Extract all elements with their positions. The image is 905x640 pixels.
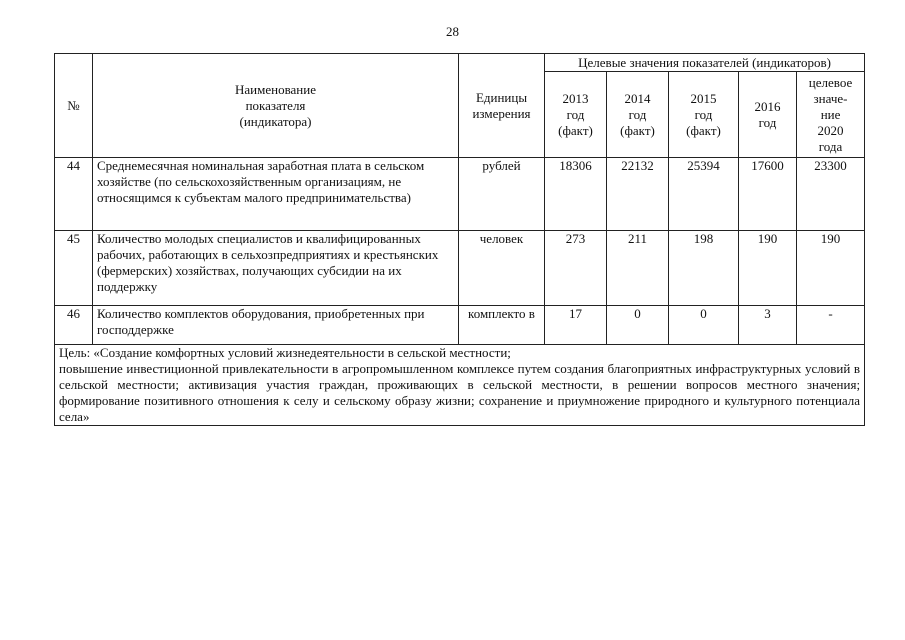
goal-cell xyxy=(55,345,865,426)
row-num: 46 xyxy=(55,306,93,345)
row-num: 45 xyxy=(55,231,93,306)
goal-line: Цель: «Создание комфортных условий жизнедеятельности в сельской местности; xyxy=(59,345,511,360)
header-year-line: год xyxy=(758,114,777,130)
header-num: № xyxy=(55,54,93,158)
row-name: Количество комплектов оборудования, приобретенных при господдержке xyxy=(93,306,459,345)
row-value: - xyxy=(797,306,865,345)
header-row-top xyxy=(55,54,865,72)
header-year-line: ние xyxy=(820,106,841,122)
row-value: 0 xyxy=(607,306,669,345)
row-value: 273 xyxy=(545,231,607,306)
row-unit: рублей xyxy=(459,158,545,231)
row-value: 17 xyxy=(545,306,607,345)
header-name-line: (индикатора) xyxy=(239,113,312,129)
header-year-line: 2016 xyxy=(754,98,781,114)
table-row xyxy=(55,158,865,231)
row-name: Среднемесячная номинальная заработная плата в сельском хозяйстве (по сельскохозяйственным организациям, не относящимся к субъектам малого предпринимательства) xyxy=(93,158,459,231)
indicators-table xyxy=(54,53,865,426)
header-year-line: год xyxy=(566,106,585,122)
row-value: 198 xyxy=(669,231,739,306)
goal-line: повышение инвестиционной привлекательности в агропромышленном комплексе путем создания благоприятных инфраструктурных условий в сельской местности; активизация участия граждан, проживающих в сельской местности, в решении вопросов местного значения; формирование позитивного отношения к селу и сельскому образу жизни; сохранение и приумножение природного и культурного потенциала села» xyxy=(59,361,861,424)
header-unit-line: Единицы xyxy=(475,89,528,105)
header-year-line: (факт) xyxy=(558,122,593,138)
header-year-line: 2014 xyxy=(624,90,651,106)
row-value: 3 xyxy=(739,306,797,345)
header-unit xyxy=(459,54,545,158)
row-value: 25394 xyxy=(669,158,739,231)
row-value: 23300 xyxy=(797,158,865,231)
header-target-group: Целевые значения показателей (индикаторов) xyxy=(545,54,865,72)
row-value: 0 xyxy=(669,306,739,345)
row-unit: человек xyxy=(459,231,545,306)
page-number: 28 xyxy=(446,24,459,39)
header-unit-line: измерения xyxy=(472,105,531,121)
row-value: 190 xyxy=(739,231,797,306)
header-year-line: 2013 xyxy=(562,90,589,106)
header-name-line: Наименование xyxy=(235,81,316,97)
header-year-line: год xyxy=(628,106,647,122)
row-num: 44 xyxy=(55,158,93,231)
header-target-2020 xyxy=(797,72,865,158)
table-row xyxy=(55,306,865,345)
row-value: 211 xyxy=(607,231,669,306)
row-value: 190 xyxy=(797,231,865,306)
header-year-line: (факт) xyxy=(686,122,721,138)
goal-row xyxy=(55,345,865,426)
header-year-line: года xyxy=(818,138,843,154)
header-year-line: (факт) xyxy=(620,122,655,138)
row-name: Количество молодых специалистов и квалифицированных рабочих, работающих в сельхозпредприятиях и крестьянских (фермерских) хозяйствах, получающих субсидии на их поддержку xyxy=(93,231,459,306)
header-year-line: значе- xyxy=(813,90,848,106)
row-value: 22132 xyxy=(607,158,669,231)
header-year-line: целевое xyxy=(808,74,853,90)
header-year-line: 2015 xyxy=(690,90,717,106)
row-value: 17600 xyxy=(739,158,797,231)
header-year-2015 xyxy=(669,72,739,158)
header-year-2014 xyxy=(607,72,669,158)
header-name xyxy=(93,54,459,158)
header-year-2016 xyxy=(739,72,797,158)
header-year-line: 2020 xyxy=(817,122,844,138)
header-name-line: показателя xyxy=(245,97,306,113)
row-unit: комплекто в xyxy=(459,306,545,345)
row-value: 18306 xyxy=(545,158,607,231)
table-row xyxy=(55,231,865,306)
header-year-2013 xyxy=(545,72,607,158)
header-year-line: год xyxy=(694,106,713,122)
